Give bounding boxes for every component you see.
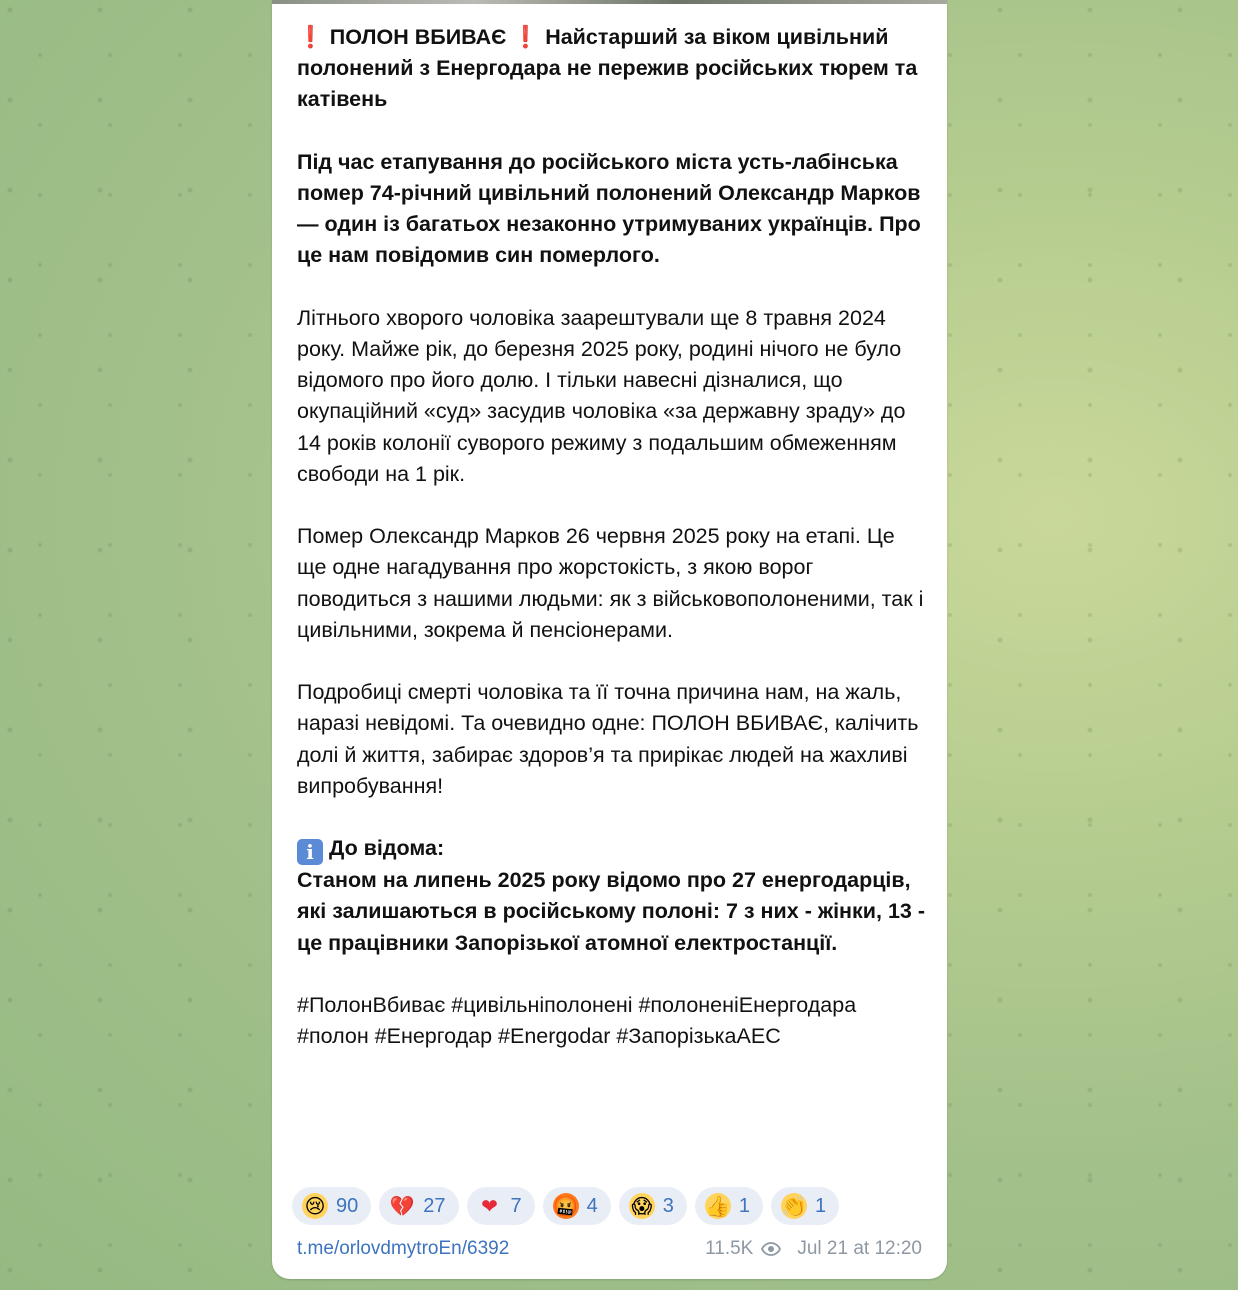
reaction-thumbs-up[interactable] bbox=[695, 1187, 763, 1225]
post-date: Jul 21 at 12:20 bbox=[797, 1238, 922, 1259]
headline-tag: ПОЛОН ВБИВАЄ bbox=[329, 25, 507, 49]
reaction-swearing[interactable] bbox=[543, 1187, 611, 1225]
info-block bbox=[297, 833, 927, 959]
headline-text: Найстарший за віком цивільний полонений з Енергодара не пережив російських тюрем та катівень bbox=[297, 25, 918, 112]
post-link[interactable]: t.me/orlovdmytroEn/6392 bbox=[297, 1238, 510, 1259]
reaction-count: 1 bbox=[815, 1194, 827, 1217]
info-title: До відома: bbox=[329, 836, 445, 861]
message-text bbox=[297, 22, 927, 1052]
reaction-count: 7 bbox=[510, 1194, 522, 1217]
paragraph-arrest: Літнього хворого чоловіка заарештували ще 8 травня 2024 року. Майже рік, до березня 2025 року, родині нічого не було відомого про його долю. І тільки навесні дізналися, що окупаційний «суд» засудив чоловіка «за державну зраду» до 14 років колонії суворого режиму з подальшим обмеженням свободи на 1 рік. bbox=[297, 305, 906, 486]
clapping-hands-icon: 👏 bbox=[781, 1194, 807, 1218]
red-heart-icon: ❤ bbox=[481, 1194, 498, 1218]
reaction-crying[interactable] bbox=[292, 1187, 371, 1225]
paragraph-details: Подробиці смерті чоловіка та її точна причина нам, на жаль, наразі невідомі. Та очевидно одне: ПОЛОН ВБИВАЄ, калічить долі й життя, забирає здоров’я та прирікає людей на жахливі випробування! bbox=[297, 680, 919, 798]
lead-paragraph: Під час етапування до російського міста усть-лабінська помер 74-річний цивільний полонений Олександр Марков — один із багатьох незаконно утримуваних українців. Про це нам повідомив син померлого. bbox=[297, 149, 921, 268]
reaction-count: 27 bbox=[423, 1194, 446, 1217]
info-text: Станом на липень 2025 року відомо про 27 енергодарців, які залишаються в російському полоні: 7 з них - жінки, 13 - це працівники Запорізької атомної електростанції. bbox=[297, 868, 926, 955]
screaming-face-icon: 😱 bbox=[629, 1193, 655, 1219]
info-icon: i bbox=[297, 839, 323, 865]
message-bubble bbox=[272, 0, 947, 1279]
swearing-face-icon: 🤬 bbox=[553, 1194, 579, 1218]
thumbs-up-icon: 👍 bbox=[705, 1194, 731, 1218]
reaction-count: 4 bbox=[586, 1194, 598, 1217]
message-footer bbox=[297, 1236, 922, 1262]
eye-icon bbox=[761, 1242, 781, 1256]
reaction-broken-heart[interactable] bbox=[379, 1187, 458, 1225]
message-meta bbox=[705, 1238, 922, 1260]
paragraph-death: Помер Олександр Марков 26 червня 2025 року на етапі. Це ще одне нагадування про жорстокість, з якою ворог поводиться з нашими людьми: як з військовополоненими, так і цивільними, зокрема й пенсіонерами. bbox=[297, 524, 924, 642]
broken-heart-icon: 💔 bbox=[389, 1194, 415, 1218]
exclamation-icon: ❗ bbox=[512, 25, 540, 49]
reaction-count: 90 bbox=[336, 1194, 359, 1217]
media-preview-edge[interactable] bbox=[272, 0, 947, 4]
reaction-clapping[interactable] bbox=[771, 1187, 839, 1225]
crying-face-icon: 😢 bbox=[302, 1193, 328, 1219]
hashtags[interactable]: #ПолонВбиває #цивільніполонені #полоненіЕнергодара #полон #Енергодар #Energodar #ЗапорізькаАЕС bbox=[297, 993, 857, 1049]
reaction-count: 3 bbox=[662, 1194, 674, 1217]
exclamation-icon: ❗ bbox=[297, 25, 324, 49]
reaction-count: 1 bbox=[738, 1194, 750, 1217]
reaction-screaming[interactable] bbox=[619, 1187, 687, 1225]
headline bbox=[297, 22, 927, 116]
reactions-bar bbox=[292, 1187, 839, 1225]
reaction-heart[interactable] bbox=[467, 1187, 535, 1225]
view-count: 11.5K bbox=[705, 1238, 754, 1259]
